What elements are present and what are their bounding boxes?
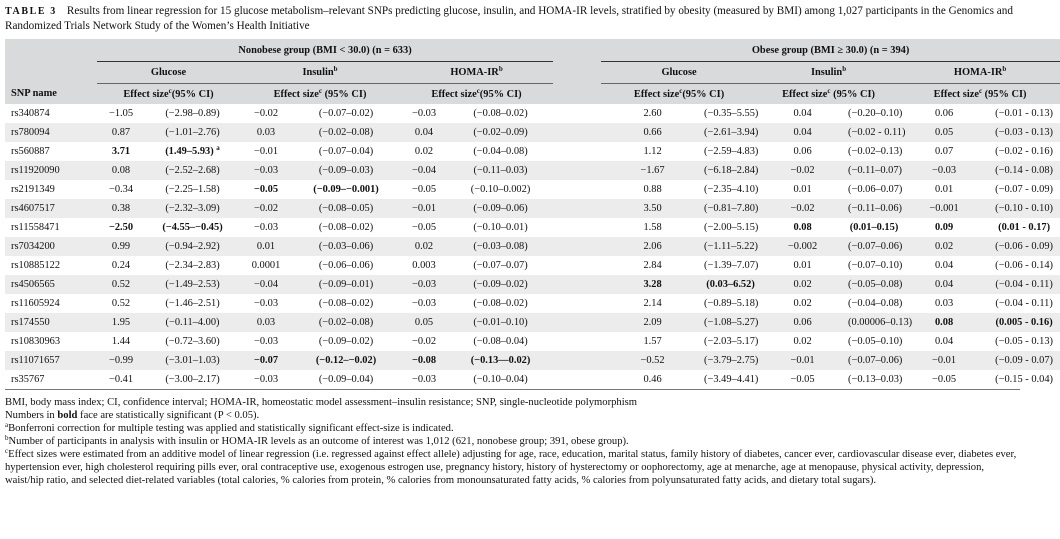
spacer-cell: [553, 180, 601, 199]
spacer-cell: [553, 142, 601, 161]
effect-size-cell: 0.04: [793, 108, 812, 119]
ci-cell: (−0.10–0.01): [473, 222, 528, 233]
effect-ci-header: Effect size$^c$(95% CI): [633, 86, 725, 100]
table-row: [5, 332, 1060, 351]
column-header-row: [5, 84, 1060, 105]
effect-size-cell: 0.04: [793, 127, 812, 138]
ci-cell: (−2.25–1.58): [165, 184, 220, 195]
snp-name-cell: rs2191349: [11, 184, 55, 195]
ci-cell: (−0.09–0.01): [318, 279, 374, 290]
effect-size-cell: 0.02: [793, 336, 812, 347]
effect-size-cell: −0.02: [253, 203, 279, 214]
ci-cell: (−0.04 - 0.11): [995, 298, 1053, 309]
ci-cell: (−2.52–2.68): [165, 165, 220, 176]
ci-cell: (−0.02–0.08): [318, 127, 374, 138]
effect-size-cell: 0.01: [793, 260, 812, 271]
ci-cell: (−0.09–0.06): [473, 203, 528, 214]
effect-size-cell: 0.04: [934, 279, 954, 290]
ci-cell: (−0.02–0.08): [318, 317, 374, 328]
note-bold: Numbers in bold face are statistically significant (P < 0.05).: [5, 410, 260, 421]
ci-cell: (−0.07–0.07): [473, 260, 528, 271]
effect-size-cell: −1.05: [108, 108, 134, 119]
spacer-cell: [553, 370, 601, 389]
ci-cell: (−1.01–2.76): [165, 127, 220, 138]
effect-size-cell: 1.58: [643, 222, 662, 233]
measure-header-row: [5, 62, 1060, 84]
effect-size-cell: −0.41: [108, 374, 134, 385]
snp-name-header: SNP name: [11, 88, 57, 100]
snp-name-cell: rs11558471: [11, 222, 60, 233]
ci-cell: (−0.05–0.08): [848, 279, 903, 290]
note-a: $^a$Bonferroni correction for multiple testing was applied and statistically significant effect-size is indicated.: [5, 421, 454, 434]
note-b: $^b$Number of participants in analysis with insulin or HOMA-IR levels as an outcome of interest was 1,012 (621, nonobese group; 391, obese group).: [5, 434, 629, 447]
ci-cell: (−0.10–0.04): [473, 374, 528, 385]
effect-size-cell: −0.03: [411, 374, 437, 385]
effect-size-cell: −0.03: [253, 222, 279, 233]
ci-cell: (−0.06 - 0.14): [995, 260, 1053, 271]
ci-cell: (−1.08–5.27): [704, 317, 759, 328]
table-row: [5, 104, 1060, 123]
spacer-cell: [553, 123, 601, 142]
table-label: TABLE 3: [5, 6, 57, 17]
table-caption: [5, 0, 1020, 34]
ci-cell: (−0.08–0.02): [318, 222, 374, 233]
effect-ci-header: Effect size$^c$ (95% CI): [782, 86, 875, 100]
ci-cell: (−0.10–0.002): [470, 184, 531, 195]
ci-cell: (−0.08–0.02): [473, 298, 528, 309]
ci-cell: (−0.07–0.06): [848, 355, 903, 366]
effect-size-cell: −0.03: [253, 336, 279, 347]
table-row: [5, 275, 1060, 294]
ci-cell: (−0.13–0.03): [848, 374, 903, 385]
ci-cell: (−0.01 - 0.13): [995, 108, 1053, 119]
ci-cell: (−0.11–0.06): [848, 203, 903, 214]
spacer-cell: [553, 199, 601, 218]
ci-cell: (−0.15 - 0.04): [995, 374, 1053, 385]
ci-cell: (−0.11–4.00): [165, 317, 220, 328]
effect-size-cell: 1.95: [111, 317, 131, 328]
spacer-cell: [553, 104, 601, 123]
effect-size-cell: −0.05: [253, 184, 279, 195]
effect-size-cell: 0.01: [256, 241, 276, 252]
effect-size-cell: 2.06: [643, 241, 662, 252]
ci-cell: (−0.03–0.08): [473, 241, 528, 252]
effect-size-cell: 2.84: [643, 260, 662, 271]
effect-size-cell: −0.01: [932, 355, 957, 366]
table-row: [5, 180, 1060, 199]
ci-cell: (−6.18–2.84): [704, 165, 759, 176]
effect-ci-header: Effect size$^c$(95% CI): [123, 86, 214, 100]
ci-cell: (−2.98–0.89): [165, 108, 220, 119]
nonobese-homa-header: HOMA-$IR^b$: [400, 62, 553, 84]
effect-size-cell: 0.05: [414, 317, 434, 328]
table-row: [5, 237, 1060, 256]
ci-cell: (−0.07–0.10): [848, 260, 903, 271]
results-table: [5, 39, 1060, 389]
table-row: [5, 256, 1060, 275]
obese-insulin-header: Insulin$^b$: [757, 62, 900, 84]
ci-cell: (−2.34–2.83): [165, 260, 220, 271]
effect-size-cell: −0.34: [108, 184, 134, 195]
effect-size-cell: 0.38: [111, 203, 131, 214]
snp-name-cell: rs11920090: [11, 165, 60, 176]
ci-cell: (1.49–5.93) $^a$: [165, 144, 220, 157]
effect-size-cell: 0.04: [934, 260, 954, 271]
spacer-cell: [553, 351, 601, 370]
ci-cell: (−0.94–2.92): [165, 241, 220, 252]
effect-size-cell: 0.02: [793, 279, 812, 290]
spacer-cell: [553, 275, 601, 294]
ci-cell: (−0.10 - 0.10): [995, 203, 1053, 214]
snp-name-cell: rs11605924: [11, 298, 60, 309]
effect-size-cell: −0.03: [411, 108, 437, 119]
ci-cell: (−0.09–0.02): [318, 336, 374, 347]
table-row: [5, 161, 1060, 180]
snp-name-cell: rs560887: [11, 146, 50, 157]
effect-size-cell: −0.01: [790, 355, 815, 366]
ci-cell: (−0.89–5.18): [704, 298, 759, 309]
ci-cell: (−1.11–5.22): [704, 241, 759, 252]
effect-size-cell: 0.46: [643, 374, 662, 385]
effect-size-cell: −0.002: [787, 241, 818, 252]
effect-size-cell: −0.02: [790, 165, 815, 176]
ci-cell: (0.005 - 0.16): [995, 317, 1053, 328]
ci-cell: (−3.79–2.75): [704, 355, 759, 366]
ci-cell: (−0.03 - 0.13): [995, 127, 1053, 138]
effect-size-cell: −0.01: [411, 203, 437, 214]
obese-glucose-header: Glucose: [601, 62, 757, 84]
effect-size-cell: −0.01: [253, 146, 279, 157]
ci-cell: (−3.49–4.41): [704, 374, 759, 385]
effect-size-cell: 0.02: [414, 241, 434, 252]
effect-size-cell: 3.28: [643, 279, 662, 290]
nonobese-insulin-header: Insulin$^b$: [240, 62, 400, 84]
ci-cell: (−0.09–0.03): [318, 165, 374, 176]
ci-cell: (−0.06 - 0.09): [995, 241, 1053, 252]
ci-cell: (−3.00–2.17): [165, 374, 220, 385]
effect-size-cell: −0.02: [411, 336, 437, 347]
ci-cell: (−0.06–0.07): [848, 184, 903, 195]
ci-cell: (−0.02–0.09): [473, 127, 528, 138]
table-notes: [5, 396, 1020, 487]
obese-homa-header: HOMA-$IR^b$: [900, 62, 1060, 84]
effect-size-cell: −0.05: [932, 374, 957, 385]
effect-ci-header: Effect size$^c$ (95% CI): [273, 86, 367, 100]
ci-cell: (0.01 - 0.17): [998, 222, 1051, 233]
ci-cell: (−0.02 - 0.11): [848, 127, 906, 138]
ci-cell: (−0.05 - 0.13): [995, 336, 1053, 347]
note-abbreviations: BMI, body mass index; CI, confidence interval; HOMA-IR, homeostatic model assessment–insulin resistance; SNP, single-nucleotide polymorphism: [5, 397, 637, 408]
effect-size-cell: −0.03: [411, 279, 437, 290]
effect-size-cell: 2.14: [643, 298, 662, 309]
ci-cell: (−1.49–2.53): [165, 279, 220, 290]
effect-size-cell: 0.24: [111, 260, 131, 271]
snp-name-cell: rs7034200: [11, 241, 55, 252]
effect-size-cell: 0.07: [934, 146, 954, 157]
ci-cell: (−1.39–7.07): [704, 260, 759, 271]
table-row: [5, 351, 1060, 370]
effect-size-cell: 1.57: [643, 336, 662, 347]
effect-size-cell: 0.03: [934, 298, 954, 309]
effect-size-cell: 0.66: [643, 127, 662, 138]
snp-name-cell: rs10830963: [11, 336, 61, 347]
ci-cell: (−0.08–0.05): [318, 203, 374, 214]
ci-cell: (−0.07 - 0.09): [995, 184, 1053, 195]
spacer-cell: [553, 294, 601, 313]
ci-cell: (−0.81–7.80): [704, 203, 759, 214]
table-row: [5, 313, 1060, 332]
effect-size-cell: 0.06: [793, 146, 812, 157]
effect-size-cell: −0.05: [790, 374, 815, 385]
effect-ci-header: Effect size$^c$ (95% CI): [933, 86, 1027, 100]
table-row: [5, 370, 1060, 389]
snp-name-cell: rs4506565: [11, 279, 55, 290]
nonobese-glucose-header: Glucose: [97, 62, 240, 84]
ci-cell: (−0.09 - 0.07): [995, 355, 1053, 366]
effect-size-cell: 0.52: [111, 298, 131, 309]
effect-size-cell: 0.03: [256, 127, 276, 138]
effect-size-cell: 0.01: [934, 184, 954, 195]
ci-cell: (−0.02–0.13): [848, 146, 903, 157]
nonobese-group-header: Nonobese group (BMI < 30.0) (n = 633): [97, 39, 553, 62]
ci-cell: (−1.46–2.51): [165, 298, 220, 309]
effect-size-cell: 0.88: [643, 184, 662, 195]
ci-cell: (−0.11–0.07): [848, 165, 903, 176]
ci-cell: (−0.08–0.04): [473, 336, 528, 347]
snp-name-cell: rs35767: [11, 374, 45, 385]
group-header-row: [5, 39, 1060, 62]
spacer-cell: [553, 313, 601, 332]
ci-cell: (−0.04–0.08): [848, 298, 903, 309]
effect-size-cell: −0.08: [411, 355, 437, 366]
effect-size-cell: 0.003: [412, 260, 436, 271]
ci-cell: (−2.32–3.09): [165, 203, 220, 214]
ci-cell: (−0.02 - 0.16): [995, 146, 1053, 157]
effect-size-cell: 1.12: [643, 146, 662, 157]
snp-name-cell: rs10885122: [11, 260, 61, 271]
effect-size-cell: −0.04: [253, 279, 279, 290]
ci-cell: (−0.11–0.03): [473, 165, 528, 176]
spacer-cell: [553, 218, 601, 237]
effect-size-cell: −0.07: [253, 355, 279, 366]
snp-name-cell: rs174550: [11, 317, 50, 328]
ci-cell: (−0.20–0.10): [848, 108, 903, 119]
spacer-cell: [553, 332, 601, 351]
effect-size-cell: 0.06: [934, 108, 954, 119]
ci-cell: (−2.59–4.83): [704, 146, 759, 157]
effect-size-cell: 0.52: [111, 279, 131, 290]
effect-size-cell: 0.02: [414, 146, 434, 157]
table-bottom-rule: [5, 389, 1020, 390]
ci-cell: (−3.01–1.03): [165, 355, 220, 366]
ci-cell: (−0.03–0.06): [318, 241, 374, 252]
ci-cell: (−0.05–0.10): [848, 336, 903, 347]
effect-size-cell: −0.03: [411, 298, 437, 309]
effect-size-cell: 0.01: [793, 184, 812, 195]
caption-text: Results from linear regression for 15 glucose metabolism–relevant SNPs predicting glucose, insulin, and HOMA-IR levels, stratified by obesity (measured by BMI) among 1,027 participants in the Genomics and Randomized Trials Network Study of the Women’s Health Initiative: [5, 5, 1013, 32]
effect-size-cell: 0.87: [111, 127, 131, 138]
table-body: [5, 104, 1060, 389]
effect-size-cell: −0.03: [932, 165, 957, 176]
ci-cell: (−0.14 - 0.08): [995, 165, 1053, 176]
effect-size-cell: 2.60: [643, 108, 662, 119]
effect-size-cell: −0.03: [253, 165, 279, 176]
ci-cell: (−0.06–0.06): [318, 260, 374, 271]
effect-size-cell: −0.02: [790, 203, 815, 214]
effect-size-cell: 0.02: [793, 298, 812, 309]
effect-size-cell: 0.08: [111, 165, 131, 176]
table-figure: [5, 0, 1053, 487]
ci-cell: (−0.01–0.10): [473, 317, 528, 328]
snp-name-cell: rs4607517: [11, 203, 55, 214]
ci-cell: (−2.00–5.15): [704, 222, 759, 233]
ci-cell: (−0.35–5.55): [704, 108, 759, 119]
ci-cell: (0.03–6.52): [706, 279, 755, 290]
effect-size-cell: −0.03: [253, 374, 279, 385]
ci-cell: (−2.03–5.17): [704, 336, 759, 347]
snp-name-cell: rs780094: [11, 127, 50, 138]
effect-size-cell: 0.03: [256, 317, 276, 328]
effect-size-cell: 3.71: [111, 146, 131, 157]
effect-size-cell: 0.04: [934, 336, 954, 347]
effect-size-cell: −0.001: [929, 203, 959, 214]
obese-group-header: Obese group (BMI ≥ 30.0) (n = 394): [601, 39, 1060, 62]
ci-cell: (0.01–0.15): [849, 222, 899, 233]
ci-cell: (−0.09–0.02): [473, 279, 528, 290]
effect-size-cell: 0.05: [934, 127, 954, 138]
note-c: $^c$Effect sizes were estimated from an additive model of linear regression (i.e. regressed against effect allele) adjusting for age, race, education, marital status, family history of diabetes, cancer ever, cardiovascular disease ever, diabetes ever, hypertension ever, high cholesterol requiring pills ever, oral contraceptive use, exogenous estrogen use, pregnancy history, history of hysterectomy or oophorectomy, age at menarche, age at menopause, physical activity, depression, waist/hip ratio, and selected diet-related variables (total calories, % calories from protein, % calories from monounsaturated fatty acids, % calories from polyunsaturated fatty acids, and dietary total sugars).: [5, 447, 1017, 486]
snp-name-cell: rs11071657: [11, 355, 60, 366]
effect-size-cell: −2.50: [108, 222, 134, 233]
ci-cell: (−0.07–0.04): [318, 146, 374, 157]
effect-size-cell: −0.04: [411, 165, 437, 176]
ci-cell: (−4.55–−0.45): [162, 222, 223, 233]
effect-size-cell: 0.08: [934, 317, 954, 328]
effect-size-cell: −1.67: [640, 165, 665, 176]
snp-name-cell: rs340874: [11, 108, 50, 119]
table-row: [5, 123, 1060, 142]
effect-ci-header: Effect size$^c$(95% CI): [431, 86, 522, 100]
ci-cell: (−0.07–0.06): [848, 241, 903, 252]
effect-size-cell: 0.99: [111, 241, 131, 252]
effect-size-cell: −0.03: [253, 298, 279, 309]
effect-size-cell: 0.04: [414, 127, 434, 138]
effect-size-cell: −0.52: [640, 355, 665, 366]
effect-size-cell: 0.0001: [251, 260, 281, 271]
ci-cell: (0.00006–0.13): [848, 317, 913, 328]
effect-size-cell: 0.09: [934, 222, 954, 233]
ci-cell: (−2.35–4.10): [704, 184, 759, 195]
ci-cell: (−0.09–0.04): [318, 374, 374, 385]
ci-cell: (−0.04–0.08): [473, 146, 528, 157]
effect-size-cell: 0.08: [793, 222, 812, 233]
ci-cell: (−0.12–−0.02): [315, 355, 377, 366]
effect-size-cell: −0.99: [108, 355, 134, 366]
effect-size-cell: −0.02: [253, 108, 279, 119]
effect-size-cell: 3.50: [643, 203, 662, 214]
effect-size-cell: 0.06: [793, 317, 812, 328]
effect-size-cell: 1.44: [111, 336, 131, 347]
effect-size-cell: −0.05: [411, 184, 437, 195]
spacer-cell: [553, 237, 601, 256]
effect-size-cell: −0.05: [411, 222, 437, 233]
ci-cell: (−0.07–0.02): [318, 108, 374, 119]
ci-cell: (−2.61–3.94): [704, 127, 759, 138]
effect-size-cell: 0.02: [934, 241, 954, 252]
ci-cell: (−0.08–0.02): [473, 108, 528, 119]
ci-cell: (−0.08–0.02): [318, 298, 374, 309]
table-row: [5, 199, 1060, 218]
spacer-cell: [553, 256, 601, 275]
ci-cell: (−0.72–3.60): [165, 336, 220, 347]
table-row: [5, 142, 1060, 161]
effect-size-cell: 2.09: [643, 317, 662, 328]
table-row: [5, 294, 1060, 313]
ci-cell: (−0.09–−0.001): [313, 184, 379, 195]
table-row: [5, 218, 1060, 237]
ci-cell: (−0.13—0.02): [470, 355, 531, 366]
spacer-cell: [553, 161, 601, 180]
ci-cell: (−0.04 - 0.11): [995, 279, 1053, 290]
